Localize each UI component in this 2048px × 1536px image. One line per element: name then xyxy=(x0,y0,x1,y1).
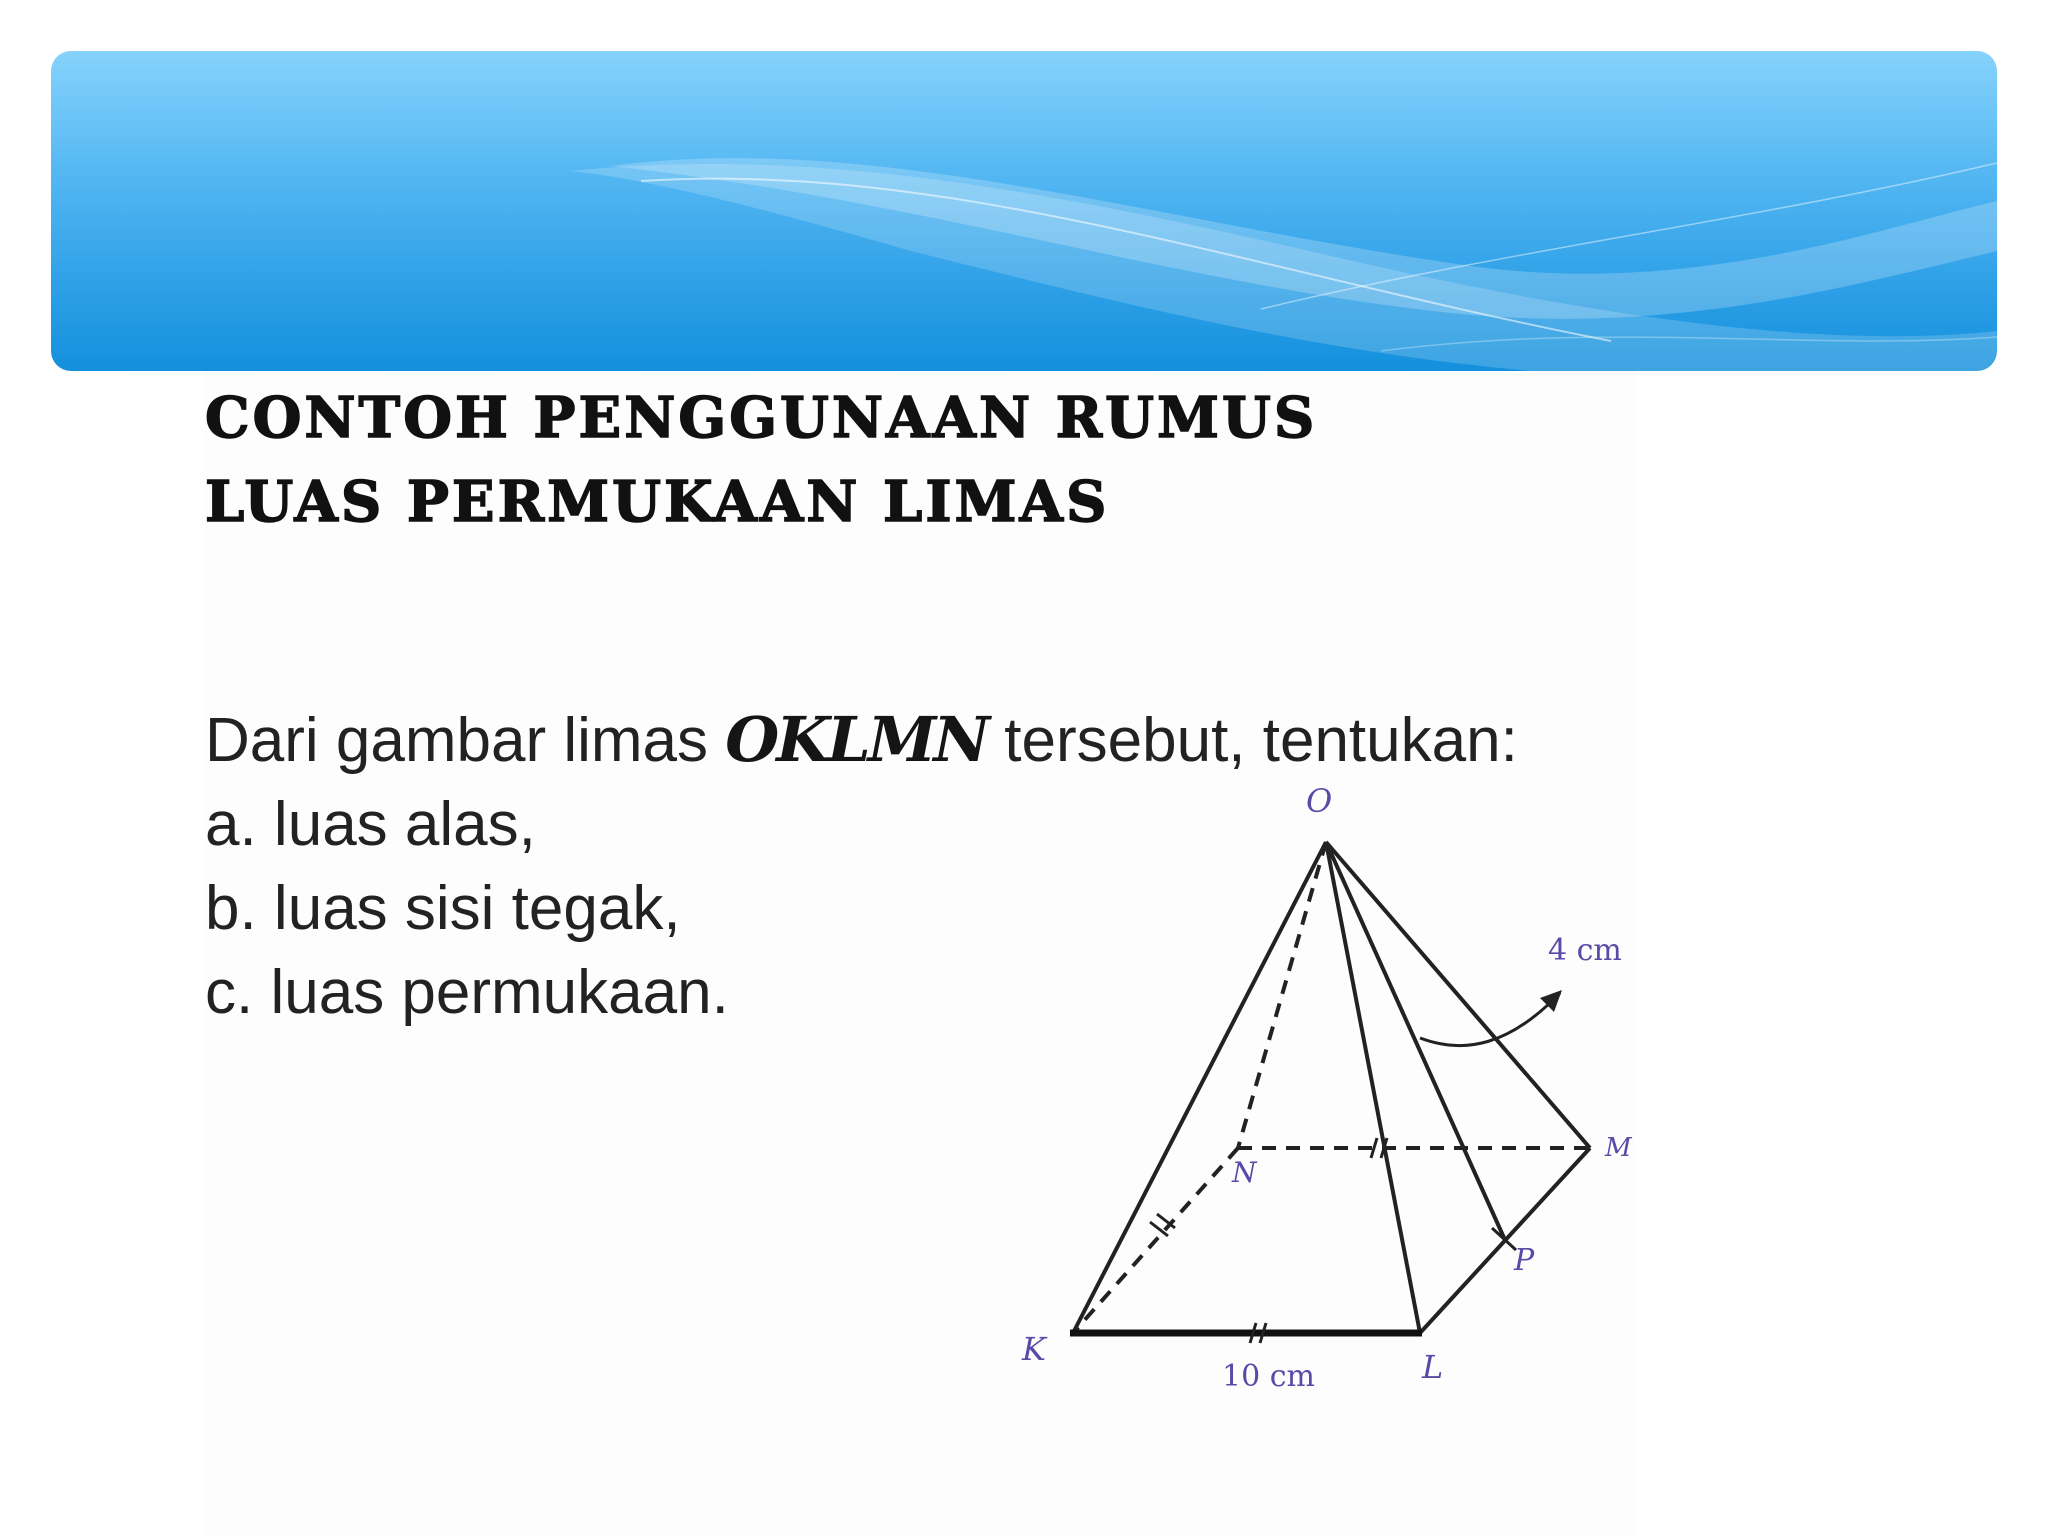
slide-title xyxy=(205,376,1317,544)
height-arrow xyxy=(1420,993,1560,1046)
slide-title-line-2: LUAS PERMUKAAN LIMAS xyxy=(205,469,1110,535)
base-length-label: 10 cm xyxy=(1222,1359,1315,1394)
question-item-b: b. luas sisi tegak, xyxy=(205,874,681,943)
pyramid-diagram xyxy=(1000,770,1680,1430)
pyramid-name: OKLMN xyxy=(725,703,988,776)
label-apex: O xyxy=(1306,782,1333,820)
slide-title-line-1: CONTOH PENGGUNAAN RUMUS xyxy=(205,385,1318,451)
question-item-a: a. luas alas, xyxy=(205,790,536,859)
label-p: P xyxy=(1514,1243,1535,1278)
header-banner xyxy=(51,51,1997,371)
label-n: N xyxy=(1232,1156,1257,1189)
label-m: M xyxy=(1605,1133,1632,1163)
question-item-c: c. luas permukaan. xyxy=(205,958,729,1027)
question-intro-after: tersebut, tentukan: xyxy=(987,706,1518,775)
height-label: 4 cm xyxy=(1548,933,1622,968)
pyramid-figure xyxy=(1000,770,1680,1430)
label-k: K xyxy=(1022,1330,1046,1368)
label-l: L xyxy=(1422,1348,1444,1386)
equal-tick-marks xyxy=(1150,1138,1516,1343)
edge-ok xyxy=(1073,842,1326,1333)
edge-on xyxy=(1238,842,1326,1148)
visible-edges xyxy=(1073,842,1590,1333)
question-intro-before: Dari gambar limas xyxy=(205,706,726,775)
wave-decoration xyxy=(51,51,1997,371)
hidden-edges xyxy=(1073,842,1590,1333)
edge-ol xyxy=(1326,842,1420,1333)
edge-op-slant-height xyxy=(1326,842,1505,1240)
